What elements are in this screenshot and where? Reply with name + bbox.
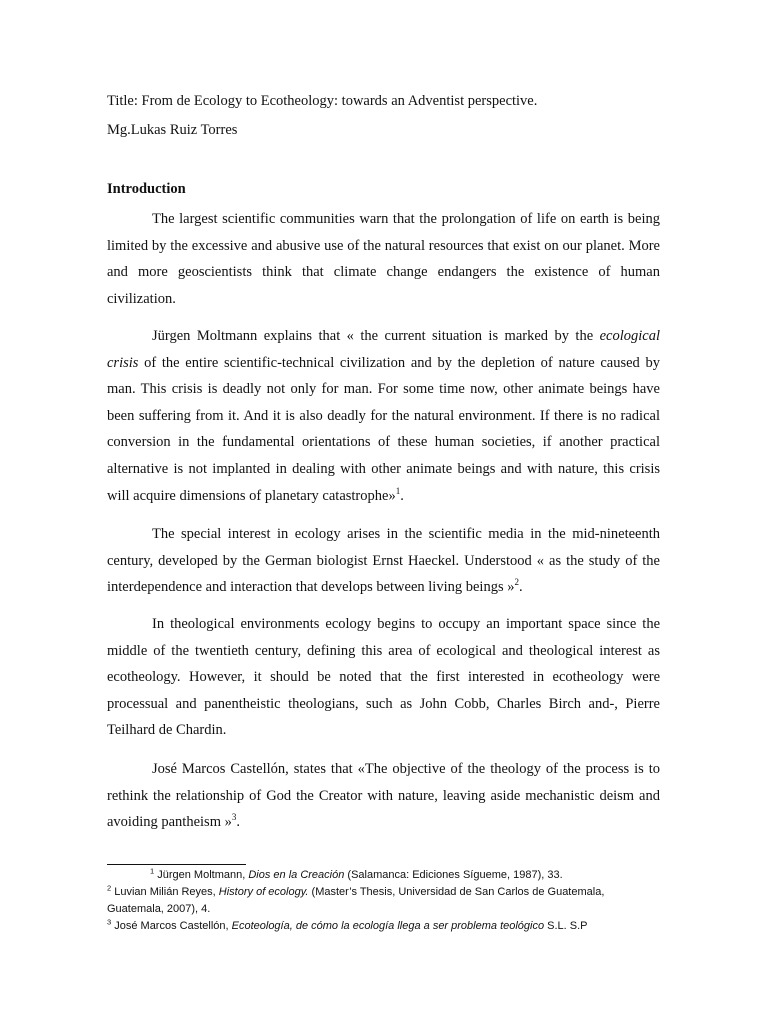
- footnote-number: 1: [150, 866, 155, 876]
- paragraph: [107, 521, 660, 601]
- footnote-italic: History of ecology.: [218, 886, 309, 898]
- paragraph-text: In theological environments ecology begins to occupy an important space since the middle of the twentieth century, defining this area of ecological and theological interest as ecotheology. However, it should be noted that the first interested in ecotheology were processual and panentheistic theologians, such as John Cobb, Charles Birch and-, Pierre Teilhard de Chardin.: [107, 616, 660, 739]
- footnote-reference[interactable]: 1: [395, 485, 401, 496]
- paragraph-text: The largest scientific communities warn that the prolongation of life on earth is being limited by the excessive and abusive use of the natural resources that exist on our planet. More and more geoscientists think that climate change endangers the existence of human civilization.: [107, 211, 660, 307]
- paragraph-text: The special interest in ecology arises in the scientific media in the mid-nineteenth century, developed by the German biologist Ernst Haeckel. Understood « as the study of the interdependence and interaction that develops between living beings »: [107, 526, 660, 596]
- footnote-text: Luvian Milián Reyes,: [114, 886, 219, 898]
- paragraph: [107, 206, 660, 312]
- footnote-text: (Salamanca: Ediciones Sígueme, 1987), 33.: [344, 869, 563, 881]
- paragraph: [107, 611, 660, 744]
- paragraph-text: José Marcos Castellón, states that «The objective of the theology of the process is to rethink the relationship of God the Creator with nature, leaving aside mechanistic deism and avoiding pantheism »: [107, 761, 660, 831]
- footnote-text: Jürgen Moltmann,: [157, 869, 249, 881]
- paragraph-text: Jürgen Moltmann explains that « the current situation is marked by the: [152, 328, 600, 344]
- document-title: Title: From de Ecology to Ecotheology: towards an Adventist perspective.: [107, 93, 538, 109]
- emphasized-text: ecological crisis: [107, 328, 660, 371]
- paragraph-text: .: [400, 487, 404, 504]
- footnote-text: S.L. S.P: [544, 920, 588, 932]
- footnote-italic: Dios en la Creación: [248, 869, 345, 881]
- footnote-text: (Master’s Thesis, Universidad de San Carlos de Guatemala, Guatemala, 2007), 4.: [107, 886, 605, 915]
- footnote-number: 2: [107, 883, 112, 893]
- document-author: Mg.Lukas Ruiz Torres: [107, 122, 238, 138]
- paragraph: [107, 323, 660, 509]
- footnote: [107, 867, 660, 884]
- section-heading: Introduction: [107, 181, 186, 197]
- footnote-italic: Ecoteología, de cómo la ecología llega a ser problema teológico: [231, 920, 545, 932]
- paragraph-text: of the entire scientific-technical civilization and by the depletion of nature caused by man. This crisis is deadly not only for man. For some time now, other animate beings have been suffering from it. And it is also deadly for the natural environment. If there is no radical conversion in the fundamental orientations of these human societies, if another practical alternative is not implanted in dealing with other animate beings and with nature, this crisis will acquire dimensions of planetary catastrophe»: [107, 354, 660, 504]
- footnote-reference[interactable]: 2: [514, 577, 519, 588]
- footnote: [107, 884, 660, 918]
- footnote-number: 3: [107, 917, 112, 927]
- footnote-text: José Marcos Castellón,: [114, 920, 232, 932]
- paragraph-text: .: [236, 814, 240, 831]
- footnote-reference[interactable]: 3: [231, 812, 237, 823]
- footnotes: [107, 867, 660, 935]
- paragraph-text: .: [518, 579, 523, 596]
- paragraph: [107, 756, 660, 836]
- footnote-separator: [107, 864, 246, 865]
- footnote: [107, 918, 660, 935]
